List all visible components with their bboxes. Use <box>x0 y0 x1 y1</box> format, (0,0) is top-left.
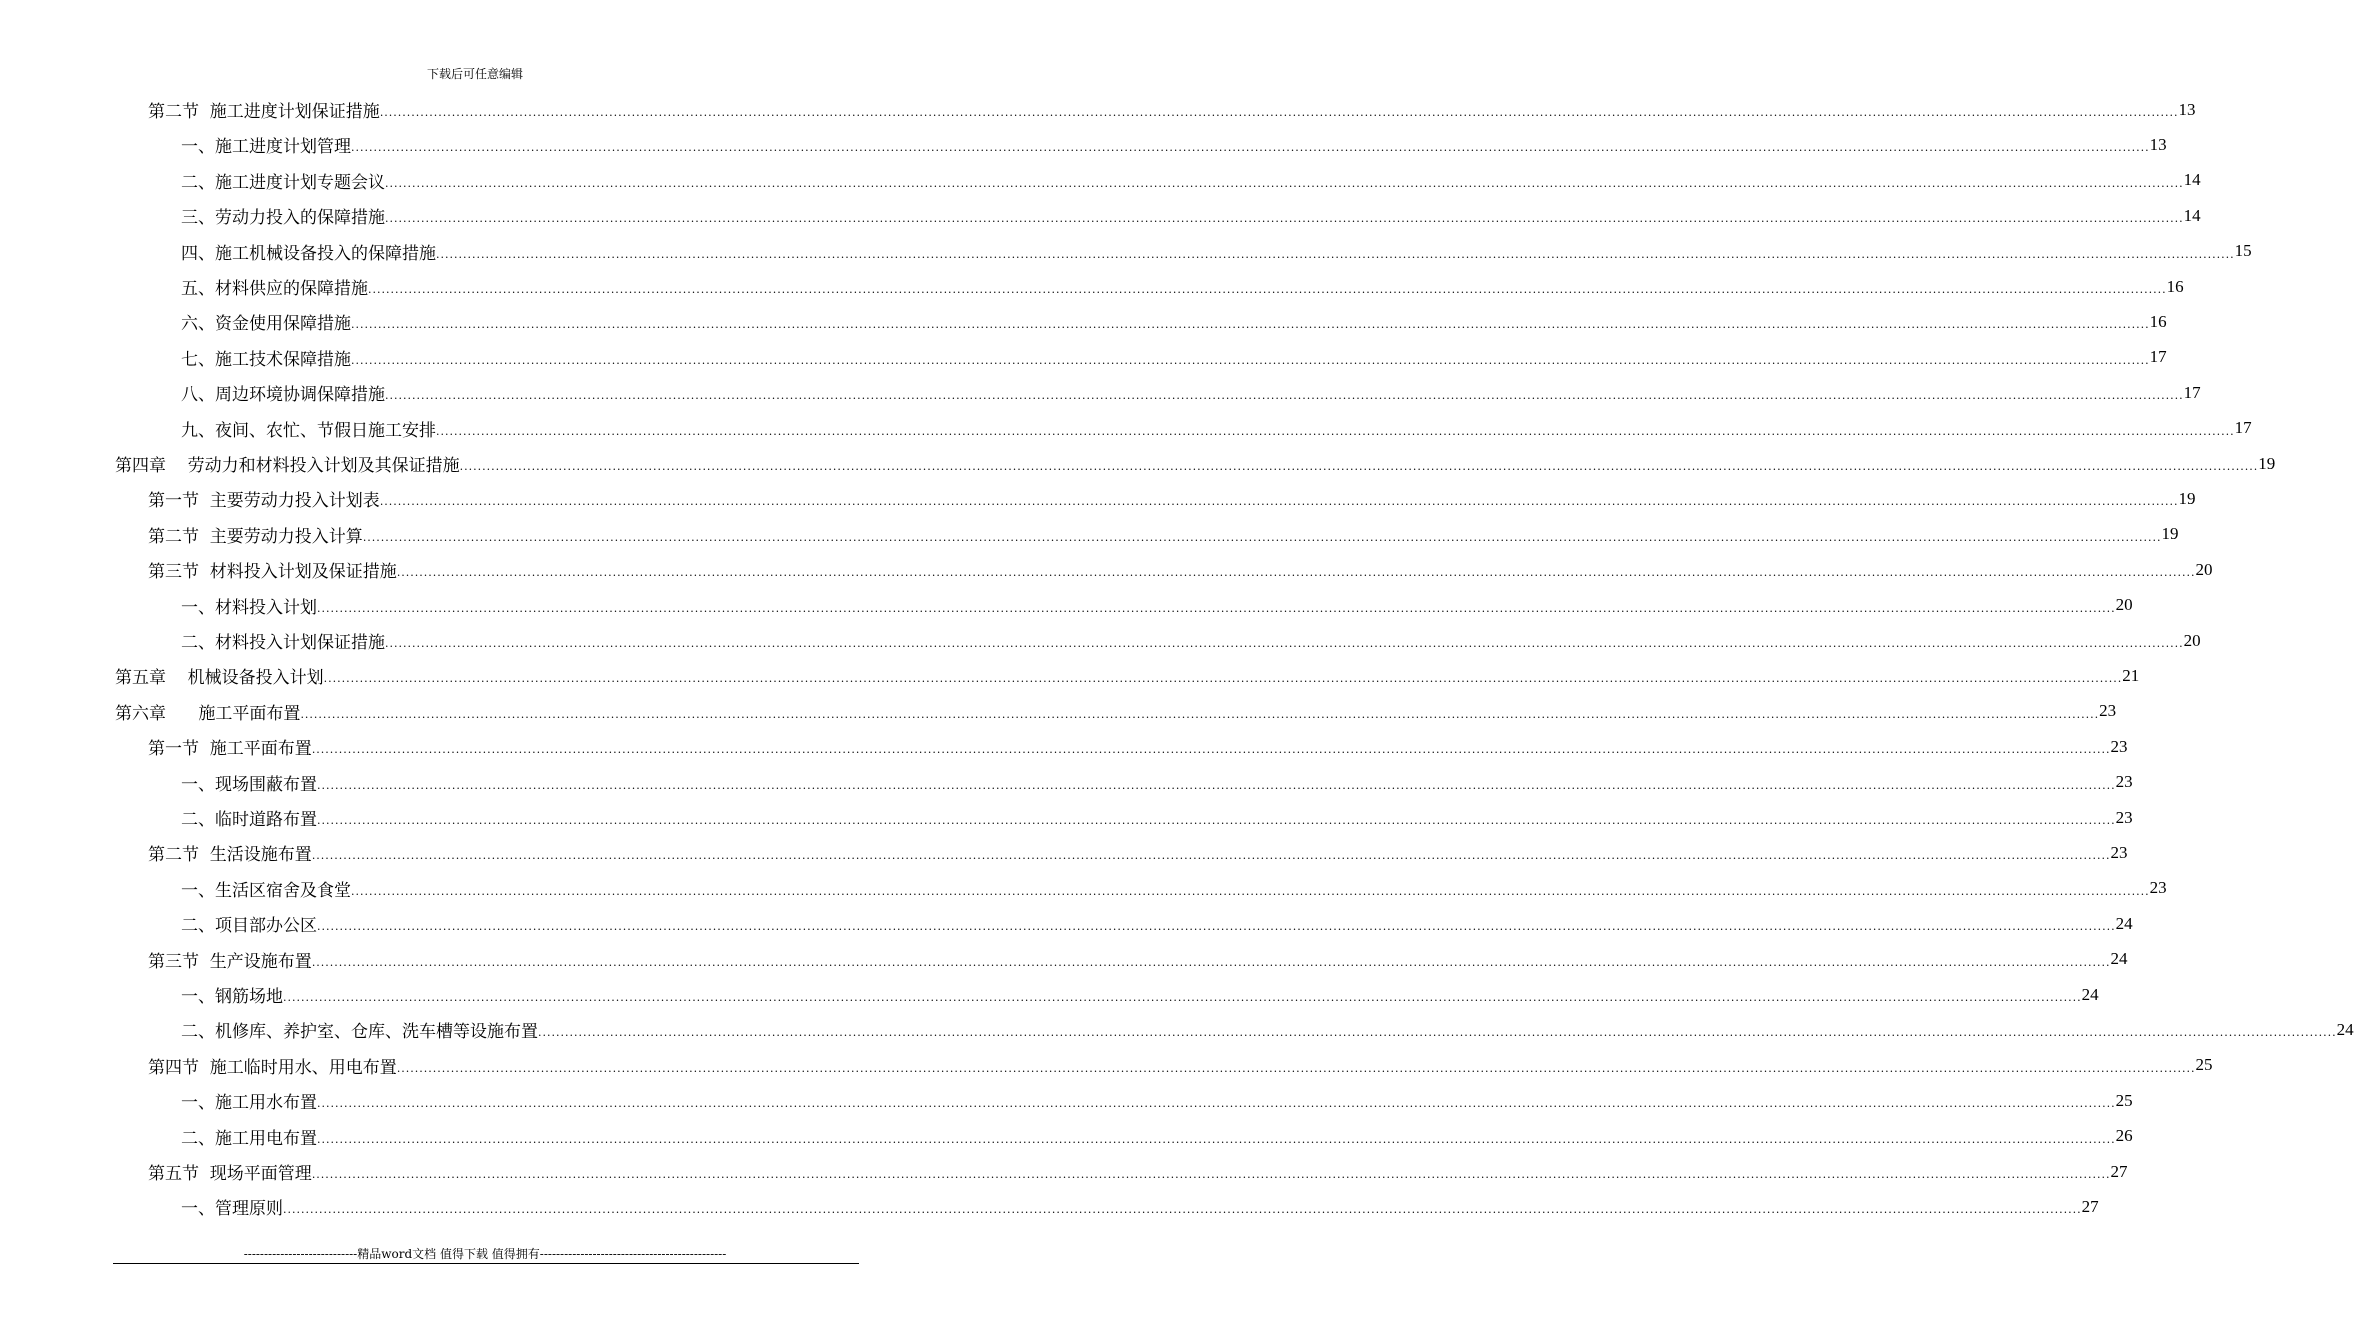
toc-dot-leader: ................................................................................................................................................................................................................................................................................................................................................................................................................ <box>317 778 2116 792</box>
toc-entry[interactable] <box>115 694 2117 729</box>
toc-entry-title: 第四节 施工临时用水、用电布置 <box>148 1057 397 1078</box>
toc-entry-title: 第一节 主要劳动力投入计划表 <box>148 491 380 512</box>
toc-entry-title: 二、临时道路布置 <box>181 810 317 830</box>
toc-dot-leader: ................................................................................................................................................................................................................................................................................................................................................................................................................ <box>436 247 2235 261</box>
toc-entry-title: 一、管理原则 <box>181 1199 283 1220</box>
toc-entry-title: 四、施工机械设备投入的保障措施 <box>181 243 436 264</box>
toc-entry[interactable] <box>181 1083 2133 1118</box>
toc-entry[interactable] <box>148 835 2128 870</box>
page-footer-note: ----------------------------精品word文档 值得下载 值得拥有---------------------------------------------- <box>243 1247 727 1261</box>
toc-entry[interactable] <box>148 1154 2128 1189</box>
toc-entry-title: 二、施工用电布置 <box>181 1128 317 1149</box>
toc-entry[interactable] <box>148 552 2213 587</box>
toc-row <box>0 304 2167 339</box>
toc-row <box>0 1119 2133 1154</box>
toc-row <box>0 623 2201 658</box>
toc-dot-leader: ................................................................................................................................................................................................................................................................................................................................................................................................................ <box>311 955 2111 969</box>
toc-entry[interactable] <box>181 623 2201 658</box>
toc-entry[interactable] <box>181 1012 2354 1047</box>
toc-dot-leader: ................................................................................................................................................................................................................................................................................................................................................................................................................ <box>317 920 2116 934</box>
toc-dot-leader: ................................................................................................................................................................................................................................................................................................................................................................................................................ <box>317 601 2116 615</box>
toc-dot-leader: ................................................................................................................................................................................................................................................................................................................................................................................................................ <box>300 707 2100 721</box>
toc-dot-leader: ................................................................................................................................................................................................................................................................................................................................................................................................................ <box>317 1097 2116 1111</box>
toc-entry-title: 五、材料供应的保障措施 <box>181 279 368 299</box>
toc-entry[interactable] <box>181 127 2167 162</box>
toc-entry[interactable] <box>181 800 2133 835</box>
toc-dot-leader: ................................................................................................................................................................................................................................................................................................................................................................................................................ <box>283 991 2082 1004</box>
toc-entry-title: 三、劳动力投入的保障措施 <box>181 208 385 229</box>
toc-entry[interactable] <box>148 942 2128 977</box>
toc-entry-title: 一、生活区宿舍及食堂 <box>181 880 351 901</box>
toc-page-number: 25 <box>2195 1055 2213 1075</box>
toc-page-number: 14 <box>2183 205 2201 225</box>
toc-page-number: 20 <box>2195 559 2213 579</box>
toc-dot-leader: ................................................................................................................................................................................................................................................................................................................................................................................................................ <box>283 1203 2082 1217</box>
toc-page-number: 14 <box>2183 170 2201 190</box>
toc-entry-title: 第一节 施工平面布置 <box>148 739 312 760</box>
toc-row <box>0 411 2252 446</box>
toc-row <box>0 694 2117 729</box>
toc-entry[interactable] <box>181 269 2184 304</box>
toc-dot-leader: ................................................................................................................................................................................................................................................................................................................................................................................................................ <box>351 318 2150 332</box>
toc-entry[interactable] <box>115 658 2140 693</box>
toc-page-number: 23 <box>2149 878 2167 898</box>
toc-entry[interactable] <box>181 198 2201 233</box>
toc-row <box>0 234 2252 269</box>
toc-entry[interactable] <box>181 304 2167 339</box>
toc-page-number: 15 <box>2234 241 2252 261</box>
toc-row <box>0 977 2099 1012</box>
toc-entry-title: 二、机修库、养护室、仓库、洗车槽等设施布置 <box>181 1022 538 1043</box>
toc-page-number: 24 <box>2115 913 2133 933</box>
toc-page-number: 16 <box>2166 276 2184 296</box>
toc-page-number: 17 <box>2234 418 2252 438</box>
toc-dot-leader: ................................................................................................................................................................................................................................................................................................................................................................................................................ <box>538 1026 2337 1040</box>
toc-row <box>0 588 2133 623</box>
toc-row <box>0 127 2167 162</box>
toc-dot-leader: ................................................................................................................................................................................................................................................................................................................................................................................................................ <box>351 141 2150 155</box>
toc-dot-leader: ................................................................................................................................................................................................................................................................................................................................................................................................................ <box>385 389 2184 403</box>
toc-entry-title: 九、夜间、农忙、节假日施工安排 <box>181 420 436 441</box>
toc-entry[interactable] <box>148 729 2128 764</box>
toc-page-number: 27 <box>2081 1196 2099 1216</box>
toc-dot-leader: ................................................................................................................................................................................................................................................................................................................................................................................................................ <box>362 530 2162 544</box>
toc-entry-title: 第四章 劳动力和材料投入计划及其保证措施 <box>115 456 460 476</box>
toc-page-number: 20 <box>2183 630 2201 650</box>
toc-page-number: 17 <box>2149 347 2167 367</box>
toc-entry-title: 第二节 施工进度计划保证措施 <box>148 102 380 122</box>
toc-row <box>0 375 2201 410</box>
toc-entry-title: 一、现场围蔽布置 <box>181 774 317 795</box>
toc-entry-title: 第五章 机械设备投入计划 <box>115 668 324 689</box>
toc-dot-leader: ................................................................................................................................................................................................................................................................................................................................................................................................................ <box>436 424 2235 438</box>
toc-page-number: 23 <box>2110 736 2128 756</box>
page-header-note: 下载后可任意编辑 <box>426 67 523 81</box>
toc-entry[interactable] <box>148 1048 2213 1083</box>
toc-row <box>0 163 2201 198</box>
toc-dot-leader: ................................................................................................................................................................................................................................................................................................................................................................................................................ <box>459 460 2259 473</box>
toc-row <box>0 552 2213 587</box>
toc-entry-title: 七、施工技术保障措施 <box>181 349 351 370</box>
toc-page-number: 17 <box>2183 382 2201 402</box>
toc-row <box>0 269 2184 304</box>
toc-dot-leader: ................................................................................................................................................................................................................................................................................................................................................................................................................ <box>311 743 2111 757</box>
toc-dot-leader: ................................................................................................................................................................................................................................................................................................................................................................................................................ <box>396 566 2196 580</box>
toc-dot-leader: ................................................................................................................................................................................................................................................................................................................................................................................................................ <box>317 814 2116 827</box>
toc-entry[interactable] <box>181 871 2167 906</box>
toc-row <box>0 1012 2354 1047</box>
toc-entry-title: 六、资金使用保障措施 <box>181 314 351 335</box>
toc-dot-leader: ................................................................................................................................................................................................................................................................................................................................................................................................................ <box>311 849 2111 863</box>
toc-entry-title: 第二节 生活设施布置 <box>148 845 312 866</box>
toc-page-number: 23 <box>2115 807 2133 827</box>
toc-page-number: 27 <box>2110 1161 2128 1181</box>
toc-row <box>0 729 2128 764</box>
footer-rule <box>113 1263 859 1264</box>
toc-entry[interactable] <box>148 481 2196 516</box>
toc-entry[interactable] <box>181 234 2252 269</box>
toc-page-number: 13 <box>2178 99 2196 119</box>
toc-entry[interactable] <box>181 977 2099 1012</box>
toc-entry-title: 第三节 生产设施布置 <box>148 951 312 972</box>
toc-row <box>0 1154 2128 1189</box>
toc-dot-leader: ................................................................................................................................................................................................................................................................................................................................................................................................................ <box>379 106 2179 119</box>
toc-page-number: 21 <box>2122 665 2140 685</box>
toc-page-number: 23 <box>2099 701 2117 721</box>
toc-dot-leader: ................................................................................................................................................................................................................................................................................................................................................................................................................ <box>385 637 2184 650</box>
toc-entry[interactable] <box>148 517 2179 552</box>
toc-row <box>0 1189 2099 1224</box>
toc-row <box>0 1048 2213 1083</box>
toc-dot-leader: ................................................................................................................................................................................................................................................................................................................................................................................................................ <box>396 1061 2196 1075</box>
toc-entry[interactable] <box>181 1189 2099 1224</box>
toc-row <box>0 800 2133 835</box>
toc-page-number: 19 <box>2161 524 2179 544</box>
toc-row <box>0 871 2167 906</box>
toc-dot-leader: ................................................................................................................................................................................................................................................................................................................................................................................................................ <box>385 212 2184 226</box>
toc-entry[interactable] <box>115 446 2276 481</box>
toc-entry-title: 二、材料投入计划保证措施 <box>181 633 385 653</box>
toc-dot-leader: ................................................................................................................................................................................................................................................................................................................................................................................................................ <box>323 672 2123 686</box>
toc-page-number: 24 <box>2336 1019 2354 1039</box>
toc-entry[interactable] <box>181 588 2133 623</box>
toc-page-number: 25 <box>2115 1090 2133 1110</box>
toc-entry-title: 八、周边环境协调保障措施 <box>181 385 385 406</box>
toc-page-number: 19 <box>2258 453 2276 473</box>
toc-entry-title: 二、项目部办公区 <box>181 916 317 937</box>
toc-entry[interactable] <box>181 1119 2133 1154</box>
toc-page-number: 23 <box>2115 772 2133 792</box>
toc-entry-title: 第六章 施工平面布置 <box>115 703 301 724</box>
toc-entry[interactable] <box>181 411 2252 446</box>
toc-entry-title: 第三节 材料投入计划及保证措施 <box>148 562 397 583</box>
toc-entry-title: 一、施工进度计划管理 <box>181 137 351 158</box>
toc-row <box>0 942 2128 977</box>
toc-row <box>0 906 2133 941</box>
toc-entry[interactable] <box>181 765 2133 800</box>
toc-entry[interactable] <box>181 340 2167 375</box>
toc-page-number: 24 <box>2110 949 2128 969</box>
toc-row <box>0 517 2179 552</box>
toc-page-number: 13 <box>2149 134 2167 154</box>
toc-row <box>0 446 2276 481</box>
toc-entry-title: 一、施工用水布置 <box>181 1093 317 1114</box>
toc-entry[interactable] <box>181 163 2201 198</box>
toc-entry-title: 第二节 主要劳动力投入计算 <box>148 526 363 547</box>
toc-page-number: 16 <box>2149 311 2167 331</box>
toc-dot-leader: ................................................................................................................................................................................................................................................................................................................................................................................................................ <box>379 495 2179 509</box>
toc-entry-title: 第五节 现场平面管理 <box>148 1164 312 1184</box>
toc-row <box>0 765 2133 800</box>
toc-row <box>0 198 2201 233</box>
toc-page-number: 24 <box>2081 984 2099 1004</box>
toc-entry-title: 一、钢筋场地 <box>181 987 283 1007</box>
toc-dot-leader: ................................................................................................................................................................................................................................................................................................................................................................................................................ <box>385 176 2184 190</box>
toc-entry[interactable] <box>181 375 2201 410</box>
toc-entry-title: 一、材料投入计划 <box>181 597 317 618</box>
toc-dot-leader: ................................................................................................................................................................................................................................................................................................................................................................................................................ <box>317 1132 2116 1146</box>
toc-row <box>0 340 2167 375</box>
toc-entry[interactable] <box>148 92 2196 127</box>
toc-dot-leader: ................................................................................................................................................................................................................................................................................................................................................................................................................ <box>368 283 2167 296</box>
toc-dot-leader: ................................................................................................................................................................................................................................................................................................................................................................................................................ <box>351 353 2150 367</box>
toc-entry-title: 二、施工进度计划专题会议 <box>181 172 385 193</box>
toc-row <box>0 835 2128 870</box>
toc-dot-leader: ................................................................................................................................................................................................................................................................................................................................................................................................................ <box>311 1168 2111 1181</box>
toc-page-number: 19 <box>2178 488 2196 508</box>
toc-page-number: 26 <box>2115 1126 2133 1146</box>
toc-row <box>0 92 2196 127</box>
toc-row <box>0 658 2140 693</box>
toc-row <box>0 481 2196 516</box>
toc-row <box>0 1083 2133 1118</box>
toc-entry[interactable] <box>181 906 2133 941</box>
toc-page-number: 20 <box>2115 595 2133 615</box>
toc-page-number: 23 <box>2110 842 2128 862</box>
toc-dot-leader: ................................................................................................................................................................................................................................................................................................................................................................................................................ <box>351 884 2150 898</box>
